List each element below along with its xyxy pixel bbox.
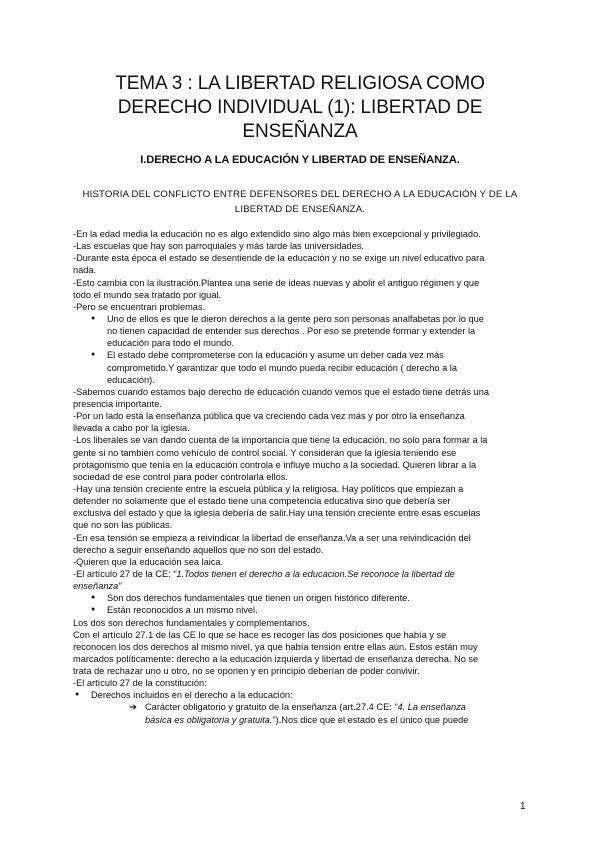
list-item-continuation: educación para todo el mundo.	[107, 338, 235, 349]
paragraph-line: presencia importante.	[73, 398, 162, 409]
paragraph-line	[73, 580, 533, 592]
article-quote: “4. La enseñanza	[394, 702, 466, 713]
paragraph-line: -Hay una tensión creciente entre la escuela pública y la religiosa. Hay políticos que empiezan a	[73, 483, 464, 494]
paragraph-line: Con el artículo 27.1 de las CE lo que se hace es recoger las dos posiciones que había y se	[73, 629, 447, 640]
list-item	[73, 349, 533, 361]
paragraph-line: exclusiva del estado y que la iglesia debería de salir.Hay una tensión creciente entre esas escuelas	[73, 508, 481, 519]
subheading	[80, 187, 520, 217]
paragraph-line: -Las escuelas que hay son parroquiales y más tarde las universidades.	[73, 241, 365, 252]
section-heading: I.DERECHO A LA EDUCACIÓN Y LIBERTAD DE ENSEÑANZA.	[140, 154, 460, 166]
list-item-text: Son dos derechos fundamentales que tienen un origen histórico diferente.	[107, 593, 410, 604]
article-quote: básica es obligatoria y gratuita.	[145, 714, 273, 725]
paragraph-line: -Quieren que la educación sea laica.	[73, 556, 224, 567]
paragraph-line: sociedad de ese control para poder controlarla ellos.	[73, 471, 288, 482]
paragraph-line: -El artículo 27 de la constitución:	[73, 678, 207, 689]
paragraph-line: -Esto cambia con la ilustración.Plantea una serie de ideas nuevas y abolir el antiguo régimen y que	[73, 277, 480, 288]
paragraph-line: -En esa tensión se empieza a reivindicar la libertad de enseñanza.Va a ser una reivindicación del	[73, 532, 471, 543]
bullet-icon: ●	[75, 691, 80, 699]
list-item	[73, 313, 533, 325]
article-quote: “1.Todos tienen el derecho a la educacion.Se reconoce la libertad de	[173, 568, 455, 579]
paragraph-line: que no son las públicas.	[73, 520, 173, 531]
sub-list-item-text: ”).Nos dice que el estado es el único que puede	[272, 714, 469, 725]
title-line: ENSEÑANZA	[242, 121, 358, 142]
title-line: DERECHO INDIVIDUAL (1): LIBERTAD DE	[117, 97, 483, 118]
paragraph-line: gente si no también como vehículo de control social. Y consideran que la iglesia teniendo ese	[73, 447, 457, 458]
paragraph-line: marcados políticamente: derecho a la educación izquierda y libertad de enseñanza derecha. No se	[73, 653, 479, 664]
list-item-text: Están reconocidos a un mismo nivel.	[107, 605, 258, 616]
paragraph-line: Los dos son derechos fundamentales y complementarios.	[73, 617, 310, 628]
arrow-icon: ➔	[129, 702, 137, 713]
title-line: TEMA 3 : LA LIBERTAD RELIGIOSA COMO	[115, 73, 485, 94]
list-item-continuation: educación).	[107, 374, 155, 385]
body-text	[73, 228, 533, 726]
paragraph-line: -Sabemos cuando estamos bajo derecho de educación cuando vemos que el estado tiene detrás una	[73, 386, 490, 397]
list-item-continuation: no tienen capacidad de entender sus derechos . Por eso se pretende formar y extender la	[107, 326, 476, 337]
paragraph-line: llevada a cabo por la iglesia.	[73, 423, 190, 434]
list-item	[73, 592, 533, 604]
paragraph-line: -En la edad media la educación no es algo extendido sino algo más bien excepcional y privilegiado.	[73, 229, 481, 239]
paragraph-line: derecho a seguir enseñando aquellos que no son del estado.	[73, 544, 324, 555]
paragraph-line: reconocen los dos derechos al mismo nivel, ya que había tensión entre ellas aún. Estos están muy	[73, 641, 478, 652]
paragraph-line: protagonismo que tenía en la educación controla e influye mucho a la sociedad. Quieren librar a la	[73, 459, 477, 470]
article-reference: -El artículo 27 de la CE:	[73, 568, 174, 579]
paragraph-line: -Durante esta época el estado se desentiende de la educación y no se exige un nivel educativo para	[73, 253, 485, 264]
paragraph-line: todo el mundo sea tratado por igual.	[73, 289, 222, 300]
bullet-icon: ●	[91, 351, 96, 359]
document-title	[60, 72, 540, 144]
paragraph-line: nada.	[73, 265, 97, 276]
page-number: 1	[520, 801, 526, 812]
list-item	[73, 689, 533, 701]
subheading-line: LIBERTAD DE ENSEÑANZA.	[234, 204, 366, 215]
list-item-text: Derechos incluidos en el derecho a la educación:	[91, 690, 293, 701]
list-item-text: El estado debe comprometerse con la educación y asume un deber cada vez más	[107, 350, 444, 361]
bullet-icon: ●	[91, 314, 96, 322]
paragraph-line: -Los liberales se van dando cuenta de la importancia que tiene la educación, no solo para formar a la	[73, 435, 488, 446]
paragraph-line: -Pero se encuentran problemas.	[73, 301, 206, 312]
article-quote: enseñanza”	[73, 581, 122, 592]
list-item	[73, 604, 533, 616]
bullet-icon: ●	[91, 594, 96, 602]
bullet-icon: ●	[91, 606, 96, 614]
list-item-text: Uno de ellos es que le dieron derechos a la gente pero son personas analfabetas por lo que	[107, 313, 484, 324]
paragraph-line: trata de rechazar uno u otro, no se oponen y en principio deberían de poder convivir.	[73, 666, 420, 677]
list-item-continuation: comprometido.Y garantizar que todo el mundo pueda recibir educación ( derecho a la	[107, 362, 458, 373]
sub-list-item-text: Carácter obligatorio y gratuito de la enseñanza (art.27.4 CE:	[145, 702, 395, 713]
paragraph-line: -Por un lado está la enseñanza pública que va creciendo cada vez más y por otro la enseñanza	[73, 411, 465, 422]
sub-list-item-continuation	[73, 714, 533, 726]
paragraph-line: defender no solamente que el estado tiene una competencia educativa sino que debería ser	[73, 496, 451, 507]
sub-list-item	[73, 701, 533, 713]
subheading-line: HISTORIA DEL CONFLICTO ENTRE DEFENSORES DEL DERECHO A LA EDUCACIÓN Y DE LA	[82, 189, 518, 200]
paragraph-line	[73, 568, 533, 580]
